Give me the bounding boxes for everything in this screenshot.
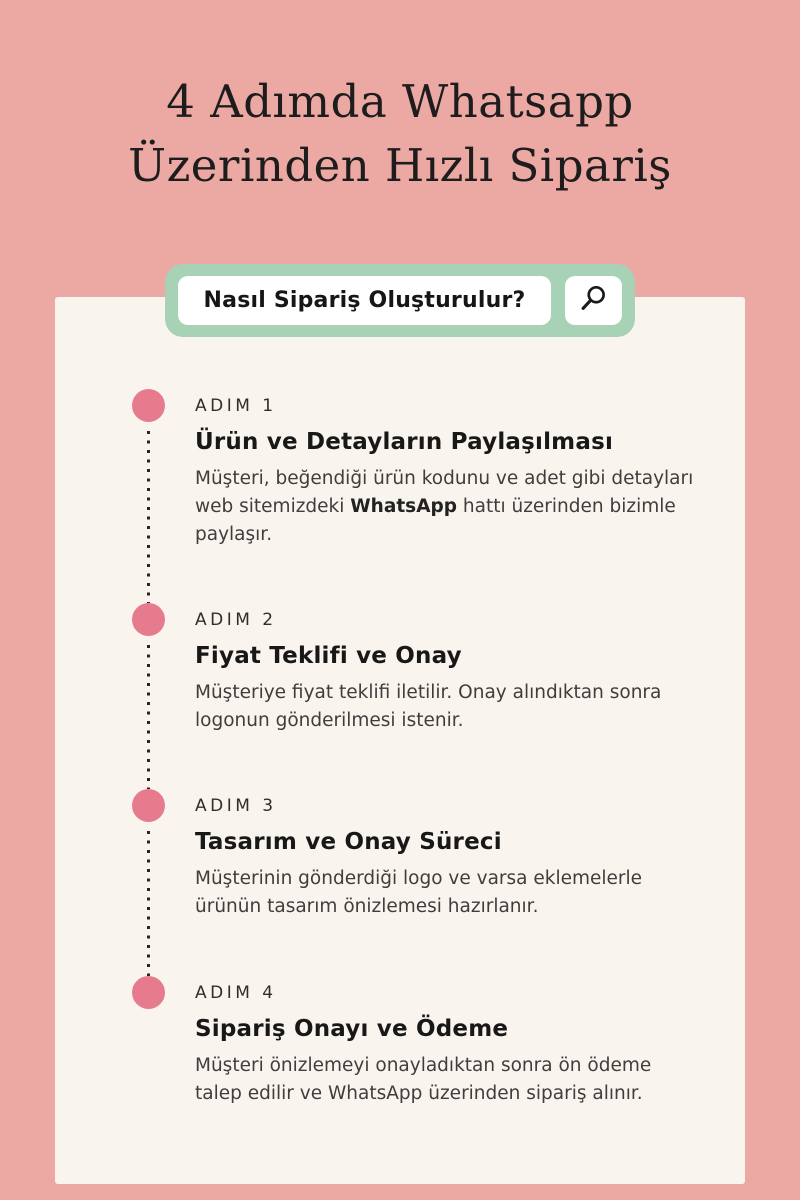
timeline-rail [101, 789, 195, 975]
step-title: Sipariş Onayı ve Ödeme [195, 1015, 509, 1042]
step-title: Fiyat Teklifi ve Onay [195, 643, 462, 670]
page-title [40, 70, 760, 198]
step-body-pre: Müşteri, beğendiği ürün kodunu ve adet gibi detayları web sitemizdeki [195, 467, 694, 517]
steps-panel [55, 297, 745, 1184]
search-bar [165, 264, 636, 337]
step-body-bold: WhatsApp [350, 495, 457, 517]
step-item-2 [101, 603, 703, 789]
timeline-rail [101, 603, 195, 789]
step-title: Ürün ve Detayların Paylaşılması [195, 428, 614, 455]
step-content [195, 976, 703, 1108]
timeline-rail [101, 976, 195, 1108]
timeline-dotted-line [147, 645, 150, 789]
page-title-line-2: Üzerinden Hızlı Sipariş [128, 138, 672, 192]
step-body: Müşteri önizlemeyi onayladıktan sonra ön ödeme talep edilir ve WhatsApp üzerinden sipariş alınır. [195, 1054, 652, 1104]
step-body-post: hattı üzerinden bizimle paylaşır. [195, 495, 676, 545]
step-dot [132, 389, 165, 422]
step-dot [132, 789, 165, 822]
step-label: ADIM 4 [195, 982, 277, 1003]
step-dot [132, 603, 165, 636]
step-item-4 [101, 976, 703, 1108]
step-body [195, 465, 703, 549]
step-content [195, 389, 703, 603]
magnifier-icon [578, 283, 609, 318]
timeline-dotted-line [147, 831, 150, 975]
step-item-1 [101, 389, 703, 603]
step-title: Tasarım ve Onay Süreci [195, 829, 502, 856]
search-button[interactable] [565, 276, 622, 325]
timeline-dotted-line [147, 431, 150, 603]
step-content [195, 603, 703, 789]
search-input[interactable]: Nasıl Sipariş Oluşturulur? [178, 276, 552, 325]
timeline-rail [101, 389, 195, 603]
step-label: ADIM 1 [195, 395, 277, 416]
step-dot [132, 976, 165, 1009]
step-body: Müşteriye fiyat teklifi iletilir. Onay alındıktan sonra logonun gönderilmesi istenir. [195, 682, 662, 732]
page-title-line-1: 4 Adımda Whatsapp [166, 75, 634, 128]
step-label: ADIM 2 [195, 610, 277, 631]
step-label: ADIM 3 [195, 796, 277, 817]
step-content [195, 789, 703, 975]
step-item-3 [101, 789, 703, 975]
search-bar-wrapper [0, 264, 800, 337]
step-body: Müşterinin gönderdiği logo ve varsa eklemelerle ürünün tasarım önizlemesi hazırlanır. [195, 868, 643, 918]
